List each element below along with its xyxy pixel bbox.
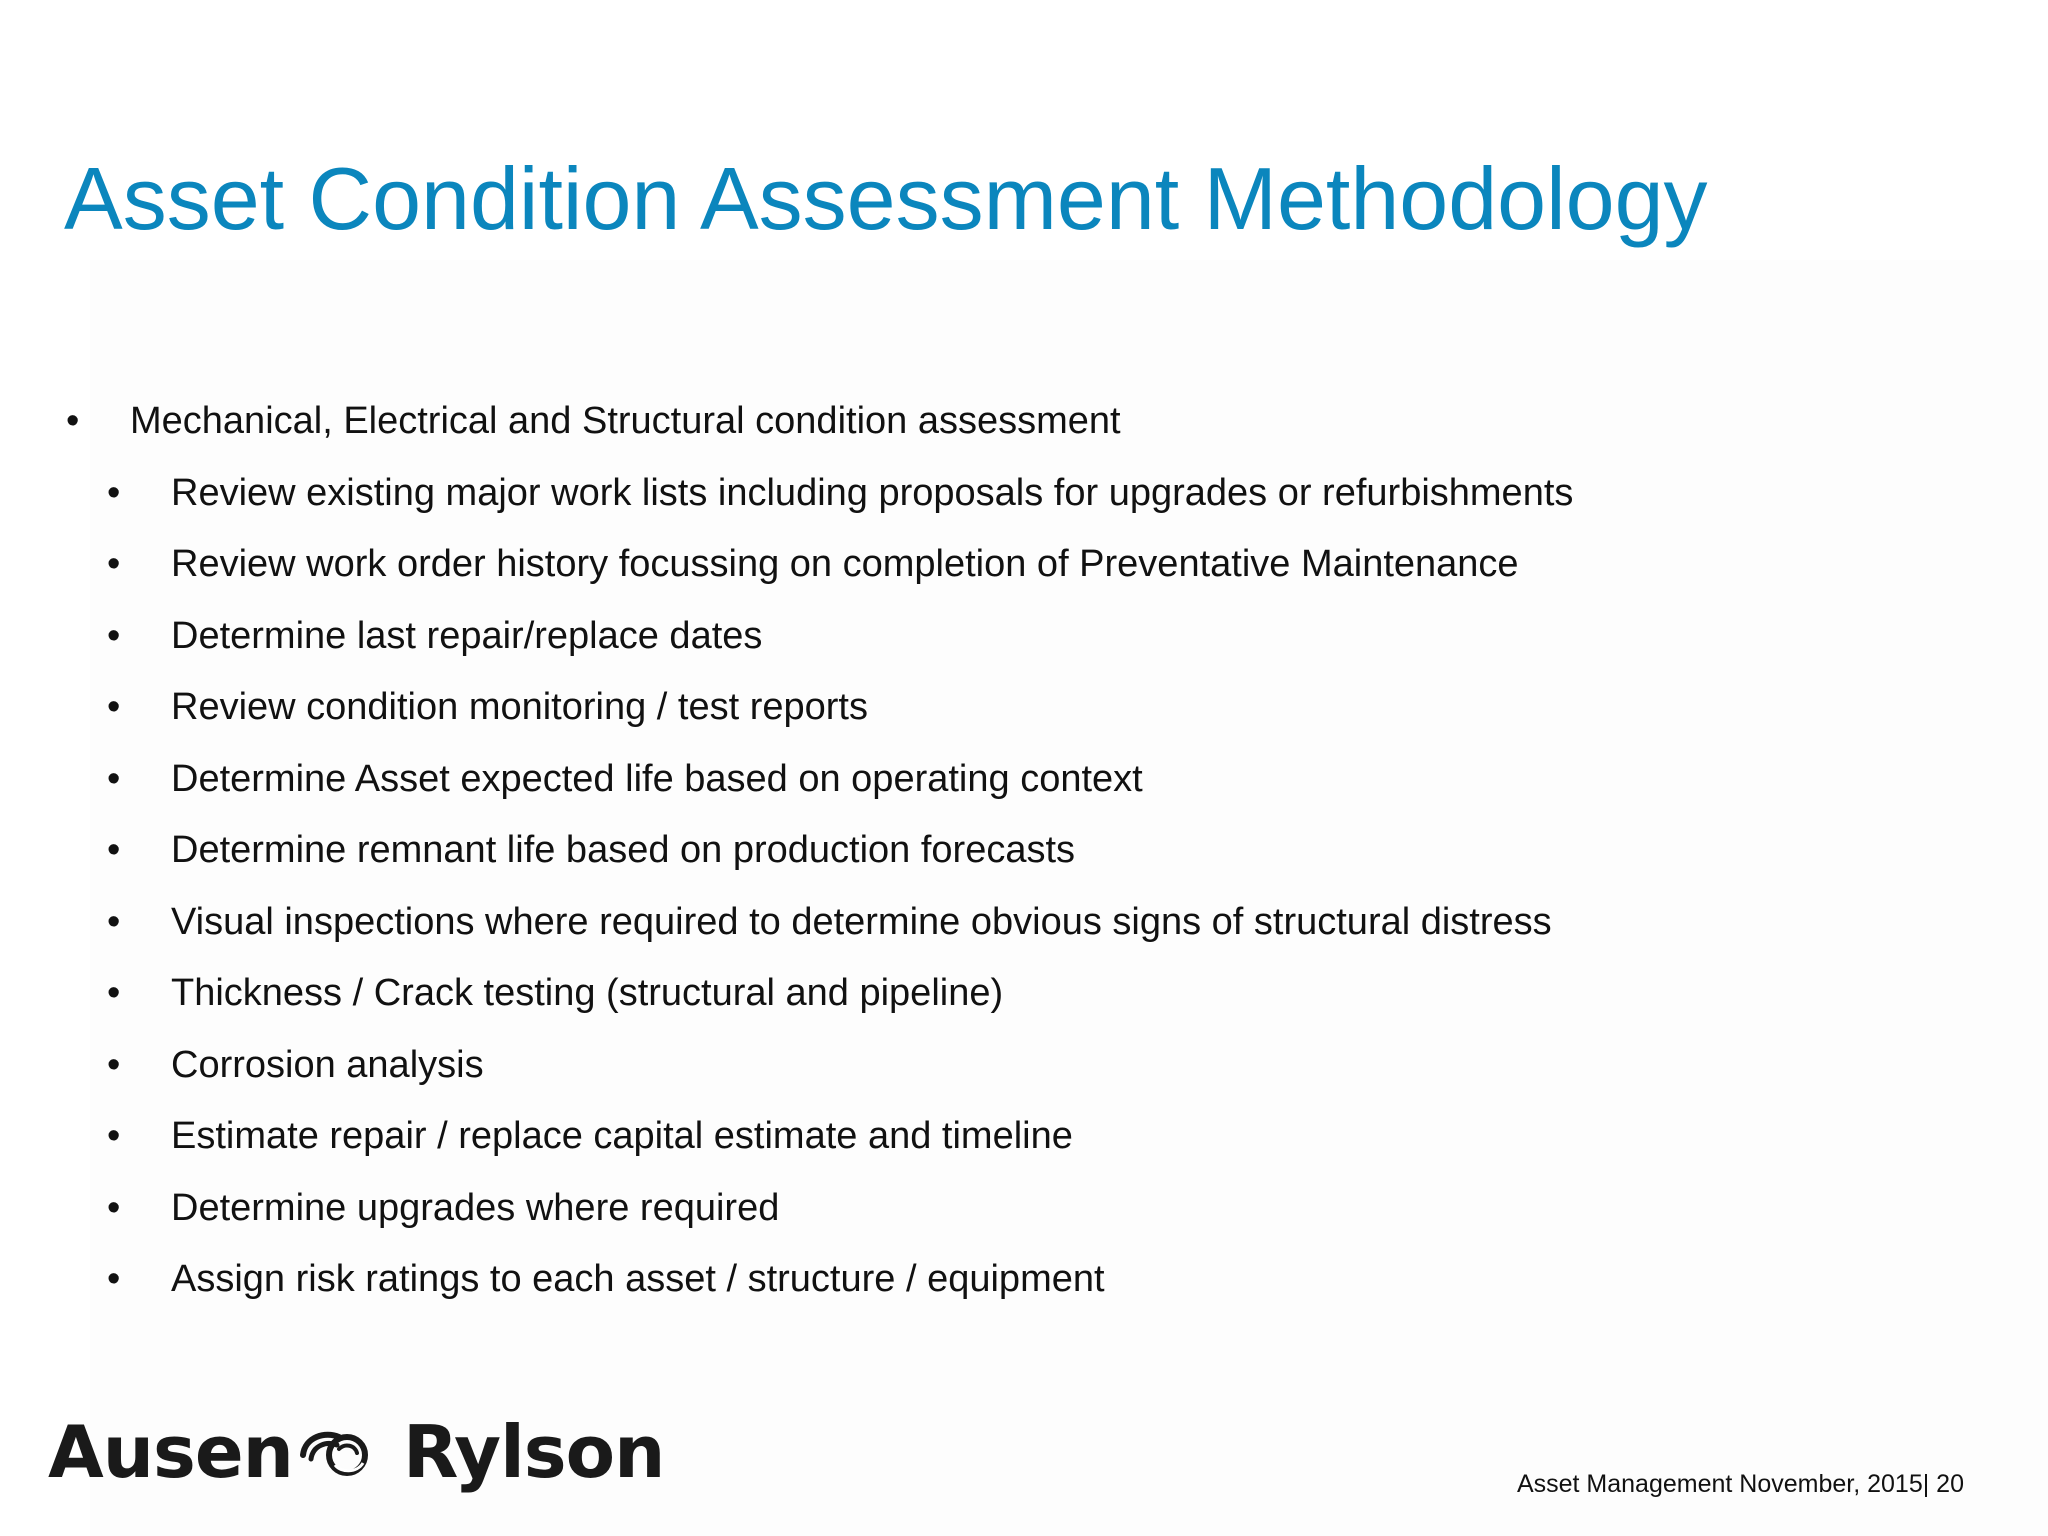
bullet-item bbox=[0, 395, 2048, 467]
bullet-dot-icon: • bbox=[107, 1258, 121, 1300]
logo-text-ausen: Ausen bbox=[48, 1410, 293, 1494]
bullet-text: Thickness / Crack testing (structural and pipeline) bbox=[171, 972, 1004, 1014]
bullet-dot-icon: • bbox=[107, 829, 121, 871]
bullet-dot-icon: • bbox=[107, 686, 121, 728]
bullet-item bbox=[0, 467, 2048, 539]
bullet-dot-icon: • bbox=[107, 757, 121, 800]
bullet-item bbox=[0, 753, 2048, 825]
bullet-item bbox=[0, 896, 2048, 968]
bullet-item bbox=[0, 1039, 2048, 1111]
bullet-text: Review existing major work lists including proposals for upgrades or refurbishments bbox=[171, 471, 1574, 514]
bullet-dot-icon: • bbox=[107, 614, 121, 657]
bullet-dot-icon: • bbox=[107, 1043, 121, 1086]
company-logo bbox=[48, 1410, 664, 1494]
bullet-item bbox=[0, 824, 2048, 896]
bullet-text: Estimate repair / replace capital estimate and timeline bbox=[171, 1115, 1073, 1157]
bullet-dot-icon: • bbox=[107, 543, 121, 585]
bullet-text: Determine remnant life based on production forecasts bbox=[171, 829, 1076, 871]
bullet-item bbox=[0, 610, 2048, 682]
bullet-text: Visual inspections where required to determine obvious signs of structural distress bbox=[171, 900, 1552, 943]
bullet-item bbox=[0, 681, 2048, 753]
bullet-item bbox=[0, 967, 2048, 1039]
slide-title: Asset Condition Assessment Methodology bbox=[64, 149, 1708, 248]
swirl-o-icon bbox=[295, 1425, 373, 1479]
bullet-dot-icon: • bbox=[107, 1115, 121, 1157]
bullet-item bbox=[0, 1253, 2048, 1325]
bullet-dot-icon: • bbox=[107, 972, 121, 1014]
bullet-text: Determine last repair/replace dates bbox=[171, 614, 763, 657]
bullet-text: Assign risk ratings to each asset / structure / equipment bbox=[171, 1258, 1105, 1300]
bullet-dot-icon: • bbox=[107, 1186, 121, 1229]
bullet-item bbox=[0, 538, 2048, 610]
bullet-dot-icon: • bbox=[66, 400, 80, 442]
bullet-text: Determine Asset expected life based on operating context bbox=[171, 757, 1143, 800]
bullet-text: Review work order history focussing on completion of Preventative Maintenance bbox=[171, 543, 1519, 585]
logo-text-rylson: Rylson bbox=[402, 1410, 665, 1494]
bullet-text: Review condition monitoring / test reports bbox=[171, 686, 868, 728]
bullet-list bbox=[0, 395, 2048, 1325]
bullet-text: Mechanical, Electrical and Structural condition assessment bbox=[130, 400, 1121, 442]
bullet-text: Corrosion analysis bbox=[171, 1043, 484, 1086]
bullet-item bbox=[0, 1182, 2048, 1254]
slide-footer: Asset Management November, 2015| 20 bbox=[1516, 1470, 1964, 1498]
bullet-dot-icon: • bbox=[107, 471, 121, 514]
bullet-dot-icon: • bbox=[107, 900, 121, 943]
bullet-item bbox=[0, 1110, 2048, 1182]
bullet-text: Determine upgrades where required bbox=[171, 1186, 780, 1229]
